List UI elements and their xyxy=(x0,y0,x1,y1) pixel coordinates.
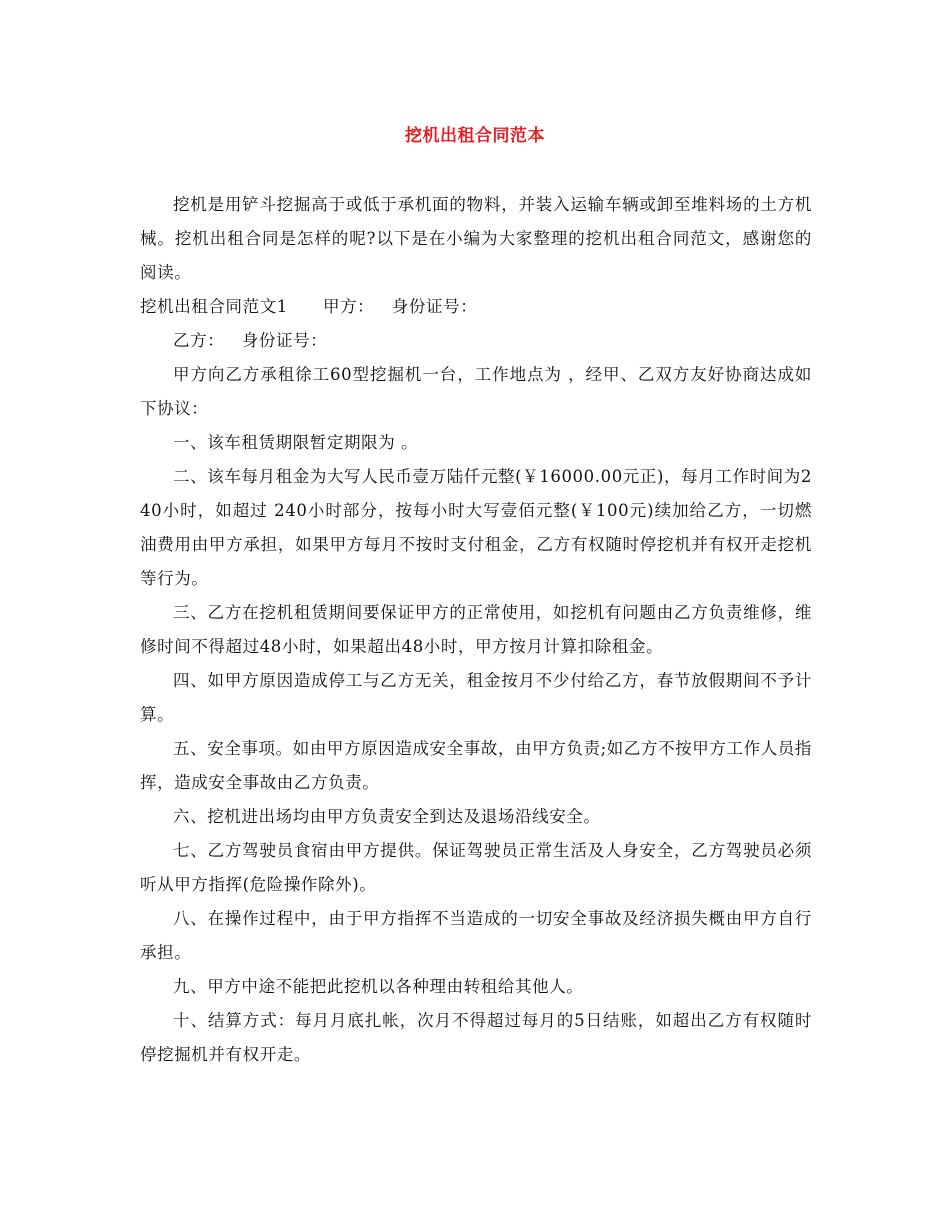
paragraph-clause-1: 一、该车租赁期限暂定期限为 。 xyxy=(173,433,419,452)
paragraph-clause-4: 四、如甲方原因造成停工与乙方无关，租金按月不少付给乙方，春节放假期间不予计算。 xyxy=(140,671,812,724)
paragraph-clause-8: 八、在操作过程中，由于甲方指挥不当造成的一切安全事故及经济损失概由甲方自行承担。 xyxy=(140,909,812,962)
paragraph-clause-5: 五、安全事项。如由甲方原因造成安全事故，由甲方负责;如乙方不按甲方工作人员指挥，造成安全事故由乙方负责。 xyxy=(140,739,812,792)
paragraph-clause-6: 六、挖机进出场均由甲方负责安全到达及退场沿线安全。 xyxy=(173,807,601,826)
paragraph-clause-2: 二、该车每月租金为大写人民币壹万陆仟元整(￥16000.00元正)，每月工作时间为240小时，如超过 240小时部分，按每小时大写壹佰元整(￥100元)续加给乙方，一切燃油费用由甲方承担，如果甲方每月不按时支付租金，乙方有权随时停挖机并有权开走挖机等行为。 xyxy=(140,467,812,588)
document-body xyxy=(140,188,812,1072)
paragraph-clause-7: 七、乙方驾驶员食宿由甲方提供。保证驾驶员正常生活及人身安全，乙方驾驶员必须听从甲方指挥(危险操作除外)。 xyxy=(140,841,812,894)
paragraph-clause-9: 九、甲方中途不能把此挖机以各种理由转租给其他人。 xyxy=(173,977,584,996)
paragraph-agreement-intro: 甲方向乙方承租徐工60型挖掘机一台，工作地点为 ，经甲、乙双方友好协商达成如下协议： xyxy=(140,365,812,418)
paragraph-contract-header: 挖机出租合同范文1 甲方： 身份证号： xyxy=(140,297,478,316)
document-title: 挖机出租合同范本 xyxy=(405,126,545,146)
paragraph-clause-10: 十、结算方式：每月月底扎帐，次月不得超过每月的5日结账，如超出乙方有权随时停挖掘机并有权开走。 xyxy=(140,1011,812,1064)
paragraph-intro: 挖机是用铲斗挖掘高于或低于承机面的物料，并装入运输车辆或卸至堆料场的土方机械。挖机出租合同是怎样的呢?以下是在小编为大家整理的挖机出租合同范文，感谢您的阅读。 xyxy=(140,195,812,282)
paragraph-party-b: 乙方： 身份证号： xyxy=(173,331,328,350)
paragraph-clause-3: 三、乙方在挖机租赁期间要保证甲方的正常使用，如挖机有问题由乙方负责维修，维修时间不得超过48小时，如果超出48小时，甲方按月计算扣除租金。 xyxy=(140,603,812,656)
